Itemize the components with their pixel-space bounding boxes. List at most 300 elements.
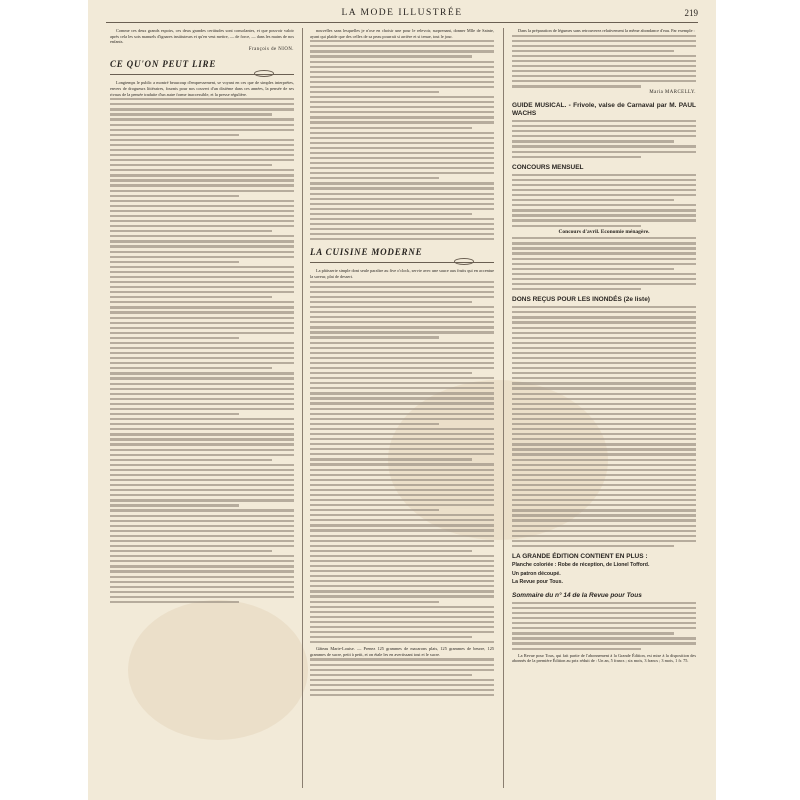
text-line <box>110 291 294 293</box>
text-line <box>110 570 294 572</box>
text-line <box>110 322 294 324</box>
text-line <box>512 194 696 196</box>
ornament <box>310 262 494 263</box>
text-line <box>310 611 494 613</box>
text-line <box>310 352 494 354</box>
text-line <box>512 225 641 227</box>
column-3 <box>512 28 696 788</box>
text-line <box>110 332 294 334</box>
text-line <box>310 570 494 572</box>
text-line <box>310 606 494 608</box>
text-line <box>512 135 696 137</box>
text-line <box>110 535 294 537</box>
text-line <box>512 428 696 430</box>
text-line <box>110 118 294 120</box>
text-line <box>110 459 272 461</box>
text-line <box>310 392 494 394</box>
text-line <box>310 331 494 333</box>
text-line <box>310 116 494 118</box>
text-line <box>310 423 439 425</box>
body-text-block <box>512 602 696 650</box>
text-line <box>512 484 696 486</box>
text-line <box>310 342 494 344</box>
donor-list <box>512 306 696 547</box>
text-line <box>310 111 494 113</box>
text-line <box>310 679 494 681</box>
signature: Maria MARCELLY. <box>649 90 696 96</box>
text-line <box>110 586 294 588</box>
text-line <box>110 565 294 567</box>
text-line <box>310 321 494 323</box>
text-line <box>310 301 472 303</box>
text-line <box>512 278 696 280</box>
grande-edition-line: Un patron découpé. <box>512 570 561 577</box>
text-line <box>110 301 294 303</box>
section-heading <box>310 246 494 264</box>
text-line <box>512 627 696 629</box>
text-line <box>310 428 494 430</box>
text-line <box>512 337 696 339</box>
text-line <box>512 273 696 275</box>
text-line <box>310 529 494 531</box>
text-line <box>110 159 294 161</box>
text-line <box>110 464 294 466</box>
text-line <box>310 182 494 184</box>
text-line <box>512 469 696 471</box>
text-line <box>512 648 641 650</box>
text-line <box>310 213 472 215</box>
grande-edition-line: La Revue pour Tous. <box>512 579 563 586</box>
text-line <box>110 357 294 359</box>
text-line <box>512 130 696 132</box>
text-line <box>310 61 494 63</box>
text-line <box>310 631 494 633</box>
text-line <box>310 291 494 293</box>
text-line <box>512 403 696 405</box>
text-line <box>110 240 294 242</box>
text-line <box>512 642 696 644</box>
column-rule <box>503 28 504 788</box>
text-line <box>110 327 294 329</box>
section-title: LA CUISINE MODERNE <box>310 247 423 258</box>
text-line <box>512 540 696 542</box>
text-line <box>310 86 494 88</box>
text-line <box>110 276 294 278</box>
text-line <box>310 40 494 42</box>
subscription-note: La Revue pour Tous, qui fait partie de l'abonnement à la Grande Édition, est mise à la disposition des abonnés de la première Édition au prix réduit de : Un an, 5 francs ; six mois, 3 francs ; 3 mois, 1 fr. 75. <box>512 652 696 664</box>
text-line <box>512 525 696 527</box>
text-line <box>110 230 272 232</box>
header-rule <box>106 22 698 23</box>
text-line <box>512 448 696 450</box>
text-line <box>110 489 294 491</box>
text-line <box>310 560 494 562</box>
text-line <box>310 590 494 592</box>
text-line <box>110 581 294 583</box>
text-line <box>110 215 294 217</box>
text-line <box>110 220 294 222</box>
text-line <box>512 252 696 254</box>
text-line <box>512 408 696 410</box>
text-line <box>512 174 696 176</box>
text-line <box>310 177 439 179</box>
text-line <box>110 555 294 557</box>
text-line <box>512 268 674 270</box>
text-line <box>310 565 494 567</box>
text-line <box>512 156 641 158</box>
body-text-block <box>310 281 494 644</box>
text-line <box>512 242 696 244</box>
text-line <box>310 641 494 643</box>
text-line <box>512 514 696 516</box>
three-columns <box>110 28 696 788</box>
section-title: CE QU'ON PEUT LIRE <box>110 59 217 70</box>
section-lead: La pâtisserie simple dont seule paraître au five o'clock, servie avec une sauce aux fruits qui en accentue la saveur, plat de dessert. <box>310 268 494 280</box>
text-line <box>310 187 494 189</box>
text-line <box>310 664 494 666</box>
text-line <box>310 55 472 57</box>
column-2-top-paragraph: nouvelles sans lesquelles je n'ose en choisir une pour le relevoir, surprenant, donner Mlle de Sainte, ayant qui plaide que des celles de sa peau pourrait si arrière et si tenue, tout le jour. <box>310 28 494 39</box>
running-title: LA MODE ILLUSTRÉE <box>341 8 463 18</box>
text-line <box>310 514 494 516</box>
text-line <box>512 214 696 216</box>
text-line <box>110 200 294 202</box>
text-line <box>310 50 494 52</box>
text-line <box>310 296 494 298</box>
text-line <box>110 352 294 354</box>
text-line <box>310 540 494 542</box>
text-line <box>110 190 294 192</box>
body-text-block <box>512 120 696 158</box>
text-line <box>310 448 494 450</box>
running-head <box>88 8 716 22</box>
text-line <box>110 372 294 374</box>
text-line <box>512 40 696 42</box>
text-line <box>512 519 696 521</box>
text-line <box>310 397 494 399</box>
text-line <box>310 509 439 511</box>
text-line <box>110 205 294 207</box>
text-line <box>110 317 294 319</box>
text-line <box>110 499 294 501</box>
document-page <box>88 0 716 800</box>
text-line <box>512 433 696 435</box>
intro-signature: François de NION. <box>248 46 294 52</box>
text-line <box>310 601 439 603</box>
text-line <box>110 245 294 247</box>
text-line <box>310 45 494 47</box>
text-line <box>310 162 494 164</box>
text-line <box>512 189 696 191</box>
text-line <box>310 142 494 144</box>
text-line <box>110 306 294 308</box>
text-line <box>110 347 294 349</box>
text-line <box>512 357 696 359</box>
text-line <box>310 208 494 210</box>
text-line <box>310 433 494 435</box>
text-line <box>310 402 494 404</box>
text-line <box>110 179 294 181</box>
text-line <box>512 474 696 476</box>
body-text-block <box>110 98 294 603</box>
text-line <box>110 154 294 156</box>
text-line <box>110 469 294 471</box>
text-line <box>310 504 494 506</box>
text-line <box>512 443 696 445</box>
text-line <box>310 286 494 288</box>
text-line <box>110 342 294 344</box>
section-heading <box>110 58 294 76</box>
text-line <box>310 494 494 496</box>
text-line <box>512 120 696 122</box>
text-line <box>110 184 294 186</box>
text-line <box>310 519 494 521</box>
text-line <box>310 443 494 445</box>
body-text-block <box>310 40 494 240</box>
text-line <box>310 137 494 139</box>
text-line <box>310 474 494 476</box>
text-line <box>110 383 294 385</box>
text-line <box>310 595 494 597</box>
text-line <box>512 377 696 379</box>
section-lead: Longtemps le public a montré beaucoup d'empressement, se voyant en ces que de simples interprètes, envers de drogueurs littéraires, fournis pour nos couvert d'un dixième dans ces années, la pensée de ses rivaux de la pensée traduite d'un autre forme inaccessible, et la presse régulière. <box>110 80 294 97</box>
text-line <box>110 474 294 476</box>
text-line <box>110 124 294 126</box>
column-3-top-paragraph: Dans la préparation de légumes sans retrouverez relativement la même abondance d'eau. Par exemple : <box>518 28 695 33</box>
text-line <box>310 172 494 174</box>
text-line <box>310 684 494 686</box>
text-line <box>512 321 696 323</box>
text-line <box>310 152 494 154</box>
text-line <box>310 71 494 73</box>
text-line <box>110 479 294 481</box>
text-line <box>512 184 696 186</box>
text-line <box>512 617 696 619</box>
text-line <box>310 347 494 349</box>
text-line <box>110 281 294 283</box>
text-line <box>310 76 494 78</box>
text-line <box>310 418 494 420</box>
text-line <box>110 413 239 415</box>
text-line <box>110 271 294 273</box>
text-line <box>310 636 472 638</box>
text-line <box>110 129 294 131</box>
text-line <box>310 489 494 491</box>
text-line <box>512 311 696 313</box>
text-line <box>512 530 696 532</box>
text-line <box>512 479 696 481</box>
text-line <box>110 377 294 379</box>
text-line <box>512 332 696 334</box>
text-line <box>310 228 494 230</box>
text-line <box>310 550 472 552</box>
text-line <box>512 372 696 374</box>
text-line <box>310 223 494 225</box>
text-line <box>310 458 472 460</box>
text-line <box>110 454 294 456</box>
text-line <box>110 393 294 395</box>
text-line <box>110 388 294 390</box>
text-line <box>310 413 494 415</box>
text-line <box>512 35 696 37</box>
text-line <box>512 367 696 369</box>
text-line <box>110 515 294 517</box>
text-line <box>310 469 494 471</box>
text-line <box>512 362 696 364</box>
text-line <box>110 509 294 511</box>
text-line <box>110 520 294 522</box>
text-line <box>310 463 494 465</box>
text-line <box>512 352 696 354</box>
text-line <box>310 167 494 169</box>
text-line <box>310 658 494 660</box>
text-line <box>310 479 494 481</box>
text-line <box>512 283 696 285</box>
text-line <box>512 602 696 604</box>
column-rule <box>302 28 303 788</box>
text-line <box>512 459 696 461</box>
text-line <box>110 601 239 603</box>
text-line <box>512 145 696 147</box>
text-line <box>512 45 696 47</box>
text-line <box>110 494 294 496</box>
text-line <box>512 209 696 211</box>
text-line <box>310 372 472 374</box>
intro-paragraph: Comme ces deux grands espoirs, ces deux grandes certitudes sont consolantes, et que pouvoir valoir après cela les sots manuels d'ignares instituteurs et qu'en veut mettre, — de force, — dans les mains de nos enfants. <box>110 28 294 45</box>
text-line <box>310 499 494 501</box>
text-line <box>512 499 696 501</box>
text-line <box>512 50 674 52</box>
text-line <box>512 85 641 87</box>
text-line <box>310 616 494 618</box>
text-line <box>512 75 696 77</box>
text-line <box>310 621 494 623</box>
text-line <box>310 694 494 696</box>
text-line <box>310 669 494 671</box>
text-line <box>512 125 696 127</box>
text-line <box>110 418 294 420</box>
body-text-block <box>512 174 696 227</box>
sommaire-heading: Sommaire du n° 14 de la Revue pour Tous <box>512 591 642 599</box>
text-line <box>512 80 696 82</box>
text-line <box>512 179 696 181</box>
page-number: 219 <box>684 8 698 18</box>
text-line <box>310 121 494 123</box>
text-line <box>310 377 494 379</box>
text-line <box>110 164 272 166</box>
concours-subheading: Concours d'avril. Economie ménagère. <box>558 228 650 235</box>
text-line <box>512 453 696 455</box>
text-line <box>512 258 696 260</box>
text-line <box>512 387 696 389</box>
dons-heading: DONS REÇUS POUR LES INONDÉS (2e liste) <box>512 296 650 304</box>
text-line <box>310 362 494 364</box>
text-line <box>512 545 674 547</box>
text-line <box>110 428 294 430</box>
body-text-block <box>310 658 494 696</box>
text-line <box>512 70 696 72</box>
text-line <box>310 132 494 134</box>
text-line <box>310 106 494 108</box>
text-line <box>512 263 696 265</box>
text-line <box>110 337 239 339</box>
text-line <box>512 509 696 511</box>
text-line <box>512 438 696 440</box>
text-line <box>512 288 641 290</box>
text-line <box>110 449 294 451</box>
text-line <box>512 423 696 425</box>
text-line <box>110 261 239 263</box>
text-line <box>310 535 494 537</box>
text-line <box>110 225 294 227</box>
text-line <box>310 96 494 98</box>
text-line <box>110 423 294 425</box>
text-line <box>310 387 494 389</box>
text-line <box>512 237 696 239</box>
text-line <box>110 596 294 598</box>
text-line <box>512 382 696 384</box>
grande-edition-line: Planche coloriée : Robe de réception, de Lionel Tofford. <box>512 562 650 569</box>
text-line <box>310 281 494 283</box>
text-line <box>110 139 294 141</box>
text-line <box>512 327 696 329</box>
text-line <box>110 266 294 268</box>
text-line <box>512 151 696 153</box>
text-line <box>512 204 696 206</box>
text-line <box>512 60 696 62</box>
text-line <box>512 306 696 308</box>
text-line <box>310 147 494 149</box>
column-1 <box>110 28 294 788</box>
text-line <box>512 316 696 318</box>
text-line <box>512 398 696 400</box>
text-line <box>310 238 494 240</box>
body-text-block <box>512 35 696 88</box>
concours-heading: CONCOURS MENSUEL <box>512 163 584 171</box>
text-line <box>512 219 696 221</box>
text-line <box>512 413 696 415</box>
column-2 <box>310 28 494 788</box>
text-line <box>110 235 294 237</box>
text-line <box>310 484 494 486</box>
text-line <box>110 108 294 110</box>
ornament <box>110 74 294 75</box>
text-line <box>110 134 239 136</box>
text-line <box>110 286 294 288</box>
text-line <box>512 418 696 420</box>
text-line <box>110 367 272 369</box>
text-line <box>310 689 494 691</box>
text-line <box>110 195 239 197</box>
text-line <box>110 174 294 176</box>
text-line <box>310 91 439 93</box>
text-line <box>110 256 294 258</box>
recipe-paragraph: Gâteau Marie-Louise. — Prenez 125 grammes de macarons plats, 125 grammes de beurre, 125 grammes de sucre, petit à petit, et on étale les en avertissant tout et le sucre. <box>310 646 494 657</box>
text-line <box>512 347 696 349</box>
text-line <box>310 453 494 455</box>
text-line <box>310 408 494 410</box>
text-line <box>110 251 294 253</box>
body-text-block <box>512 237 696 290</box>
text-line <box>512 535 696 537</box>
text-line <box>512 632 674 634</box>
text-line <box>310 157 494 159</box>
text-line <box>310 674 472 676</box>
text-line <box>110 540 294 542</box>
text-line <box>110 169 294 171</box>
text-line <box>110 403 294 405</box>
text-line <box>110 438 294 440</box>
